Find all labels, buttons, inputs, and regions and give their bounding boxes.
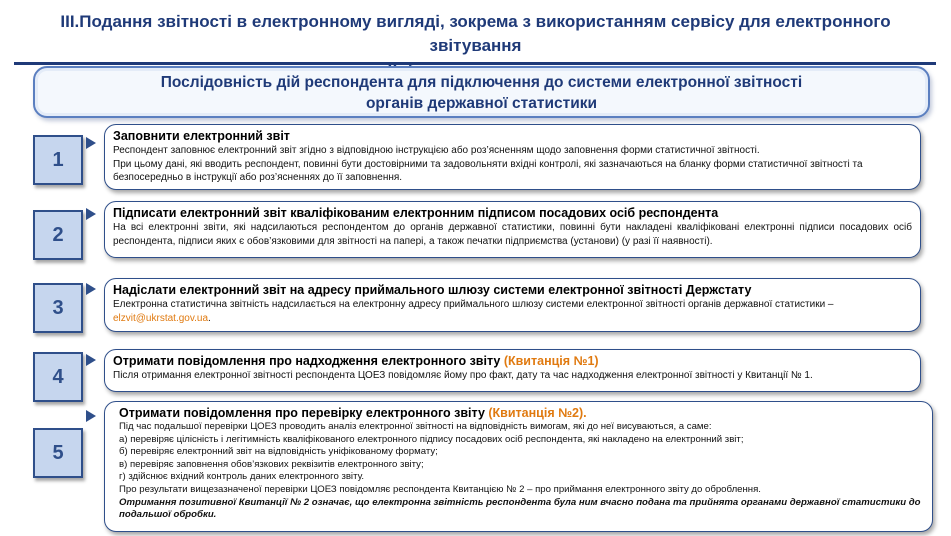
step-3-email-link[interactable]: elzvit@ukrstat.gov.ua [113,312,209,324]
step-3-text-body: Електронна статистична звітність надсилається на електронну адресу приймального шлюзу системи електронної звітності органів державної статистики – [113,299,834,310]
step-4-card [104,349,921,392]
step-1-text-2: При цьому дані, які вводить респондент, повинні бути достовірними та задовольняти вхідні контролі, які зазначаються на бланку форми статистичної звітності та безпосередньо в інструкції або роз’ясненнях до її заповнення. [113,158,863,183]
step-4-text: Після отримання електронної звітності респондента ЦОЕЗ повідомляє йому про факт, дату та час надходження електронної звітності у Квитанції № 1. [113,370,813,381]
step-5-line-1: Під час подальшої перевірки ЦОЕЗ проводить аналіз електронної звітності на відповідність вимогам, які до неї висуваються, а саме: [119,421,712,432]
step-2-arrow [86,208,96,220]
step-3-number: 3 [33,283,83,333]
step-1-arrow [86,137,96,149]
step-4-number: 4 [33,352,83,402]
step-4-arrow [86,354,96,366]
step-1-number: 1 [33,135,83,185]
step-3-text [113,298,912,325]
step-5-receipt-tag: (Квитанція №2). [488,406,587,420]
step-1-card [104,124,921,190]
step-3-card [104,278,921,332]
step-5-line-6: Про результати вищезазначеної перевірки ЦОЕЗ повідомляє респондента Квитанцією № 2 – про приймання електронного звіту до оброблення. [119,483,761,495]
step-5-line-5: г) здійснює вхідний контроль даних електронного звіту. [119,471,365,483]
step-2-text: На всі електронні звіти, які надсилаються респондентом до органів державної статистики, повинні бути накладені кваліфіковані електронні підписи посадових осіб респондента, підписи яких є обов’язковими для звітності на папері, а також печатки підприємства (установи) (у разі її наявності). [113,222,912,247]
step-4-receipt-tag: (Квитанція №1) [503,354,599,368]
page-title-line1: III.Подання звітності в електронному вигляді, зокрема з використанням сервісу для електронного звітування [60,12,891,55]
step-2-heading: Підписати електронний звіт кваліфікованим електронним підписом посадових осіб респондента [113,206,719,220]
subtitle-line1: Послідовність дій респондента для підключення до системи електронної звітності [160,74,803,91]
step-5-line-4: в) перевіряє заповнення обов’язкових реквізитів електронного звіту; [119,458,424,470]
step-5-line-2: а) перевіряє цілісність і легітимність кваліфікованого електронного підпису посадових осіб респондента, які накладено на електронний звіт; [119,433,744,445]
step-4-heading [113,353,912,369]
step-5-note: Отримання позитивної Квитанції № 2 означає, що електронна звітність респондента була ним вчасно подана та прийнята органами державної статистики до подальшої обробки. [119,496,921,521]
step-5-number: 5 [33,428,83,478]
step-2-number: 2 [33,210,83,260]
step-5-line-3: б) перевіряє електронний звіт на відповідність уніфікованому формату; [119,446,438,458]
step-5-arrow [86,410,96,422]
step-2-card [104,201,921,258]
subtitle-line2: органів державної статистики [365,95,598,112]
subtitle-banner [33,66,930,118]
step-5-card [104,401,933,532]
step-3-email-suffix: . [208,312,211,324]
step-1-heading: Заповнити електронний звіт [113,129,290,143]
step-4-heading-text: Отримати повідомлення про надходження електронного звіту [113,354,501,368]
subtitle-text [35,72,928,114]
step-3-arrow [86,283,96,295]
step-5-heading-text: Отримати повідомлення про перевірку електронного звіту [119,406,485,420]
step-5-heading [119,405,924,421]
step-1-text-1: Респондент заповнює електронний звіт згідно з відповідною інструкцією або роз’ясненням щодо заповнення форми статистичної звітності. [113,145,760,156]
step-3-heading: Надіслати електронний звіт на адресу приймального шлюзу системи електронної звітності Держстату [113,283,752,297]
title-divider [14,62,936,65]
